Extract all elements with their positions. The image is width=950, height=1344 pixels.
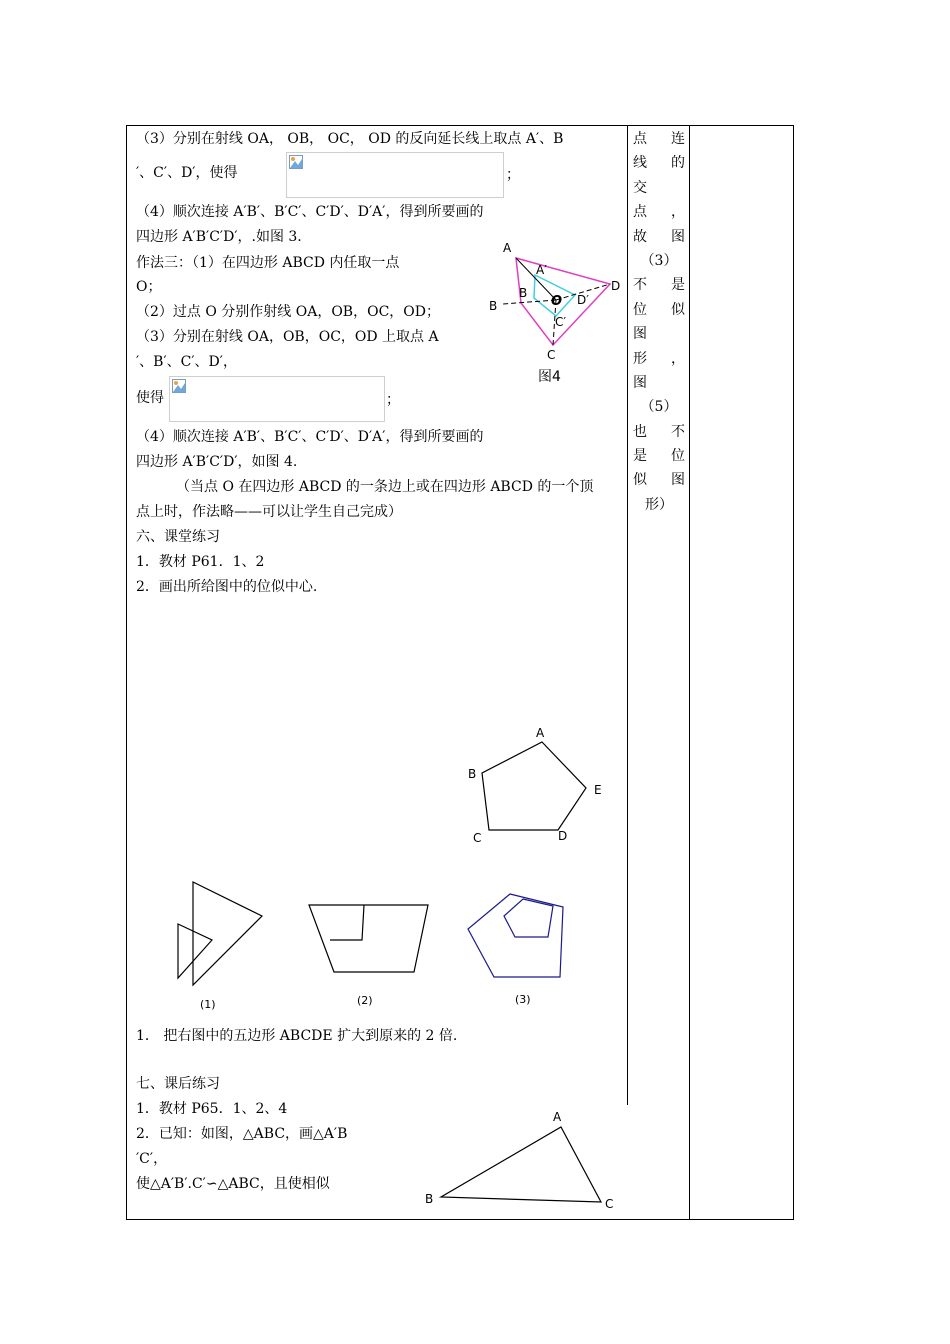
figure-4-caption: 图4 [538,369,561,385]
label-C-prime: C′ [555,315,567,329]
side-note-row [633,298,685,322]
side-note-char: 图 [633,374,647,391]
side-note-row [633,395,685,419]
label-A-prime: A′ [536,263,547,277]
homework-item2-line1: 2．已知：如图，△ABC，画△A′B [136,1126,348,1142]
semicolon: ； [506,167,520,183]
side-note-row [633,249,685,273]
side-note-char: 是 [633,448,647,465]
side-note-char: 形 [633,350,647,367]
label-B: B [468,767,477,781]
side-note-char: 也 [633,423,647,440]
column-divider-1 [627,125,628,235]
label-C: C [473,831,482,845]
side-note-char: 点 [633,204,647,221]
side-note-char: ， [671,204,685,221]
side-note-row [633,225,685,249]
broken-image-icon [172,379,186,393]
table-frame [126,125,794,1220]
homework-item2-line2: ′C′， [136,1151,168,1167]
side-note-char: 点 [633,131,647,147]
figure-4 [485,235,630,385]
side-note-char: （5） [640,399,678,416]
method3-title: 作法三：（1）在四边形 ABCD 内任取一点 [136,255,400,271]
label-D-prime: D′ [577,293,589,307]
side-note-char: 似 [633,472,647,489]
side-note-row [633,322,685,346]
side-note-char: 位 [633,301,647,318]
pentagon-abcde [460,720,610,850]
label-E: E [594,783,602,797]
method3-step4-line1: （4）顺次连接 A′B′、B′C′、C′D′、D′A′，得到所要画的 [136,429,484,445]
label-D: D [558,829,568,843]
caption-2: (2) [357,994,373,1007]
side-note-row [633,371,685,395]
method3-step3-line1: （3）分别在射线 OA，OB，OC，OD 上取点 A [136,329,439,345]
side-note-char: 似 [671,301,685,318]
side-note-char: 图 [671,228,685,245]
side-note-row [633,420,685,444]
side-notes [633,127,685,517]
label-B: B [489,299,498,313]
pentagon-shape [482,742,586,830]
figure-2 [309,905,428,972]
method3-step2: （2）过点 O 分别作射线 OA，OB，OC，OD； [136,304,440,320]
method2-step4-line2: 四边形 A′B′C′D′，.如图 3. [136,229,302,245]
side-note-row [633,468,685,492]
method3-step3-line2: ′、B′、C′、D′， [136,354,237,370]
side-note-char: 交 [633,179,647,196]
caption-1: (1) [200,998,216,1011]
side-note-char: 不 [633,277,647,294]
method2-step4-line1: （4）顺次连接 A′B′、B′C′、C′D′、D′A′，得到所要画的 [136,204,484,220]
ray-ob [503,300,556,304]
figure-3 [468,894,563,977]
side-note-row [633,200,685,224]
side-note-char: （3） [640,252,678,269]
label-A: A [553,1110,562,1124]
method2-step3-line1: （3）分别在射线 OA， OB， OC， OD 的反向延长线上取点 A′、B [136,131,564,147]
triangle-shape [441,1127,601,1202]
label-B-prime: B [519,286,528,300]
formula-image-placeholder-2 [169,376,385,422]
method3-step3-line3: 使得 [136,390,164,406]
method2-step3-line2: ′、C′、D′，使得 [136,165,238,181]
side-note-char: 位 [671,448,685,465]
method3-title-cont: O； [136,279,162,295]
homothety-figures [170,875,590,1015]
side-note-row [633,444,685,468]
side-note-row [633,347,685,371]
side-note-row [633,176,685,200]
homework-heading: 七、课后练习 [136,1076,220,1092]
semicolon-2: ； [386,392,400,408]
label-C: C [605,1197,614,1210]
label-C: C [547,348,556,362]
label-B: B [425,1192,434,1206]
method3-note-line2: 点上时，作法略——可以让学生自己完成） [136,504,402,520]
practice-item2: 2．画出所给图中的位似中心. [136,579,318,595]
side-note-char: 不 [671,423,685,440]
formula-image-placeholder [286,152,504,198]
homework-item2-line3: 使△A′B′.C′∽△ABC，且使相似 [136,1176,330,1192]
side-note-row [633,127,685,151]
practice-heading: 六、课堂练习 [136,529,220,545]
side-note-row [633,151,685,175]
label-A: A [503,241,512,255]
figure-1 [178,882,262,985]
practice-item3: 1． 把右图中的五边形 ABCDE 扩大到原来的 2 倍. [136,1028,458,1044]
side-note-char: 的 [671,155,685,172]
side-note-char: 形） [645,496,673,513]
side-note-char: 线 [633,155,647,172]
broken-image-icon [289,155,303,169]
side-note-char: 图 [671,472,685,489]
side-note-char: ， [671,350,685,367]
side-note-char: 连 [671,131,685,147]
side-note-row [633,493,685,517]
side-note-row [633,273,685,297]
side-note-char: 是 [671,277,685,294]
column-divider-2 [689,125,690,1220]
label-A: A [536,726,545,740]
method3-step4-line2: 四边形 A′B′C′D′，如图 4. [136,454,298,470]
side-note-char: 故 [633,228,647,245]
label-O: O [551,294,563,309]
method3-note-line1: （当点 O 在四边形 ABCD 的一条边上或在四边形 ABCD 的一个顶 [176,479,594,495]
triangle-abc [420,1105,620,1210]
practice-item1: 1．教材 P61．1、2 [136,554,265,570]
caption-3: (3) [515,993,531,1006]
homework-item1: 1．教材 P65．1、2、4 [136,1101,288,1117]
label-D: D [611,279,621,293]
side-note-char: 图 [633,326,647,343]
